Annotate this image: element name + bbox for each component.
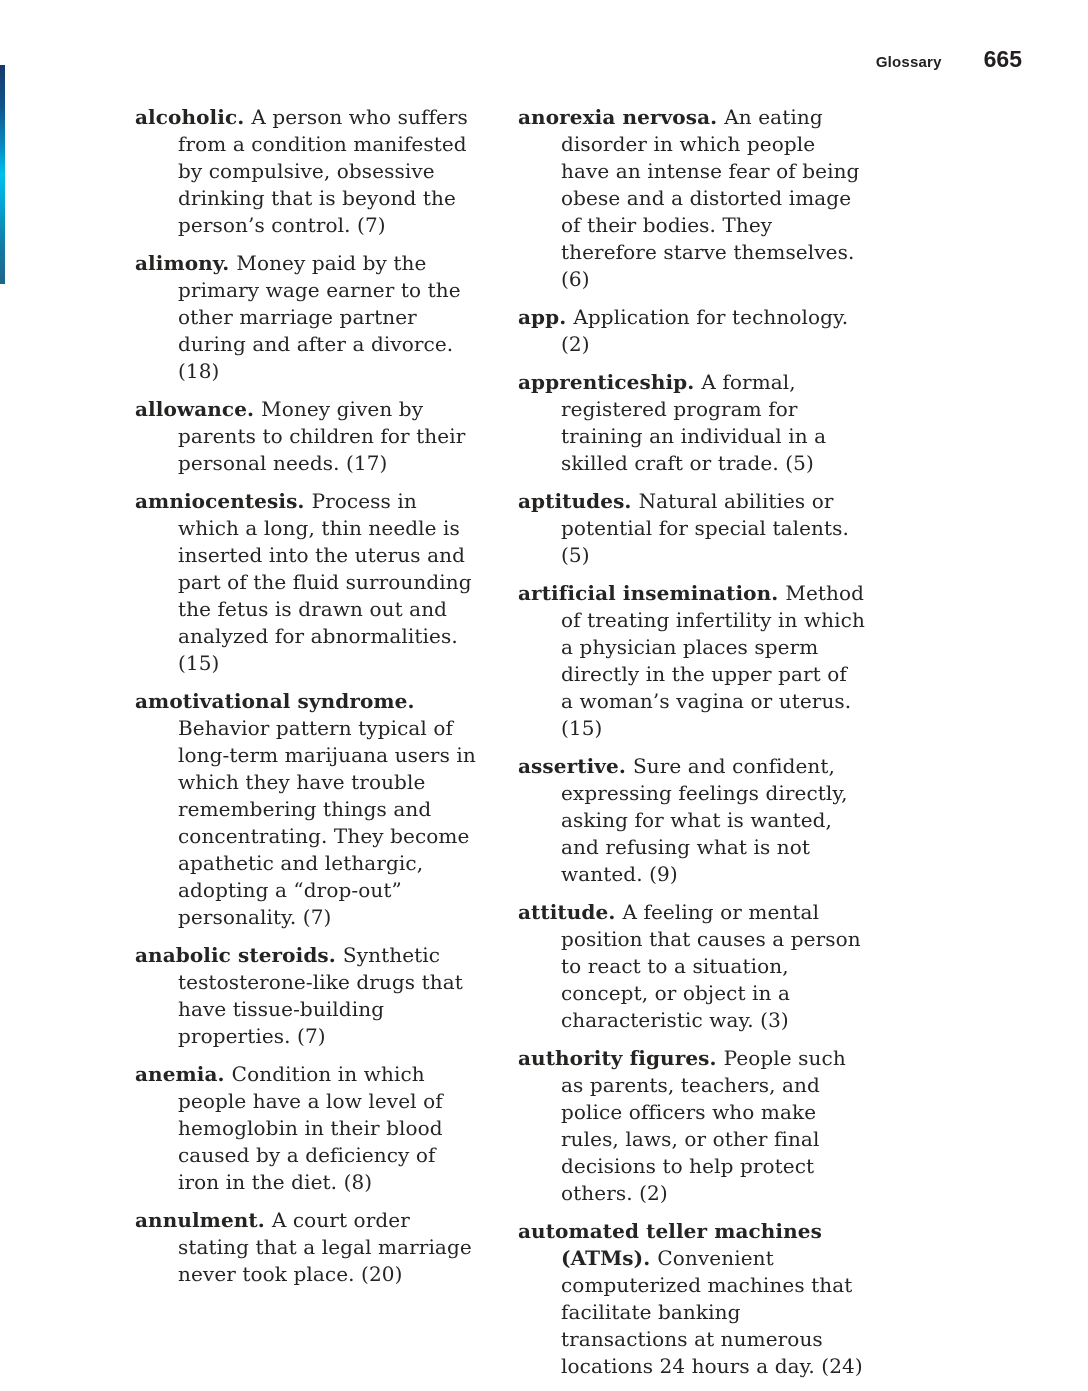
glossary-definition: People such as parents, teachers, and police officers who make rules, laws, or other final decisions to help protect others. (2) (561, 1046, 846, 1205)
glossary-definition: Synthetic testosterone-like drugs that have tissue-building properties. (7) (178, 943, 463, 1048)
glossary-definition: Money paid by the primary wage earner to the other marriage partner during and after a divorce. (18) (178, 251, 461, 383)
glossary-definition: Convenient computerized machines that facilitate banking transactions at numerous locations 24 hours a day. (24) (561, 1246, 863, 1378)
glossary-term: alimony. (135, 251, 237, 275)
glossary-entry (518, 1218, 865, 1380)
glossary-term: aptitudes. (518, 489, 639, 513)
glossary-definition: A court order stating that a legal marriage never took place. (20) (178, 1208, 472, 1286)
glossary-definition: Money given by parents to children for their personal needs. (17) (178, 397, 466, 475)
glossary-columns (135, 104, 865, 1391)
glossary-entry (135, 396, 482, 477)
glossary-term: amotivational syndrome. (135, 689, 415, 713)
glossary-term: allowance. (135, 397, 262, 421)
glossary-entry (135, 1061, 482, 1196)
glossary-term: apprenticeship. (518, 370, 702, 394)
glossary-column-right (518, 104, 865, 1391)
glossary-entry (135, 688, 482, 931)
glossary-term: automated teller machines (ATMs). (518, 1219, 822, 1270)
glossary-entry (518, 369, 865, 477)
glossary-term: anemia. (135, 1062, 232, 1086)
glossary-column-left (135, 104, 482, 1299)
glossary-definition: Natural abilities or potential for special talents. (5) (561, 489, 849, 567)
glossary-definition: A feeling or mental position that causes a person to react to a situation, concept, or object in a characteristic way. (3) (561, 900, 861, 1032)
glossary-entry (135, 942, 482, 1050)
glossary-definition: Behavior pattern typical of long-term marijuana users in which they have trouble remembering things and concentrating. They become apathetic and lethargic, adopting a “drop-out” personality. (7) (178, 716, 476, 929)
glossary-entry (518, 304, 865, 358)
glossary-definition: Method of treating infertility in which a physician places sperm directly in the upper part of a woman’s vagina or uterus. (15) (561, 581, 865, 740)
glossary-entry (518, 580, 865, 742)
glossary-term: alcoholic. (135, 105, 252, 129)
glossary-term: artificial insemination. (518, 581, 786, 605)
glossary-definition: An eating disorder in which people have an intense fear of being obese and a distorted image of their bodies. They therefore starve themselves. (6) (561, 105, 860, 291)
glossary-definition: Process in which a long, thin needle is inserted into the uterus and part of the fluid surrounding the fetus is drawn out and analyzed for abnormalities. (15) (178, 489, 472, 675)
glossary-term: amniocentesis. (135, 489, 312, 513)
page-header (876, 46, 1022, 73)
glossary-term: app. (518, 305, 574, 329)
glossary-definition: Application for technology. (2) (561, 305, 849, 356)
glossary-term: anabolic steroids. (135, 943, 343, 967)
glossary-definition: A person who suffers from a condition manifested by compulsive, obsessive drinking that is beyond the person’s control. (7) (178, 105, 468, 237)
glossary-entry (518, 753, 865, 888)
glossary-term: annulment. (135, 1208, 272, 1232)
glossary-entry (518, 104, 865, 293)
glossary-entry (135, 250, 482, 385)
glossary-entry (135, 488, 482, 677)
glossary-term: authority figures. (518, 1046, 724, 1070)
glossary-entry (135, 104, 482, 239)
glossary-term: assertive. (518, 754, 633, 778)
glossary-term: attitude. (518, 900, 623, 924)
header-section-label: Glossary (875, 54, 942, 71)
chapter-accent-bar (0, 65, 5, 284)
glossary-entry (518, 488, 865, 569)
glossary-entry (518, 1045, 865, 1207)
glossary-entry (518, 899, 865, 1034)
glossary-definition: Condition in which people have a low level of hemoglobin in their blood caused by a deficiency of iron in the diet. (8) (178, 1062, 443, 1194)
glossary-entry (135, 1207, 482, 1288)
glossary-definition: A formal, registered program for training an individual in a skilled craft or trade. (5) (561, 370, 827, 475)
glossary-definition: Sure and confident, expressing feelings directly, asking for what is wanted, and refusing what is not wanted. (9) (561, 754, 848, 886)
glossary-term: anorexia nervosa. (518, 105, 725, 129)
page-number: 665 (983, 46, 1022, 72)
